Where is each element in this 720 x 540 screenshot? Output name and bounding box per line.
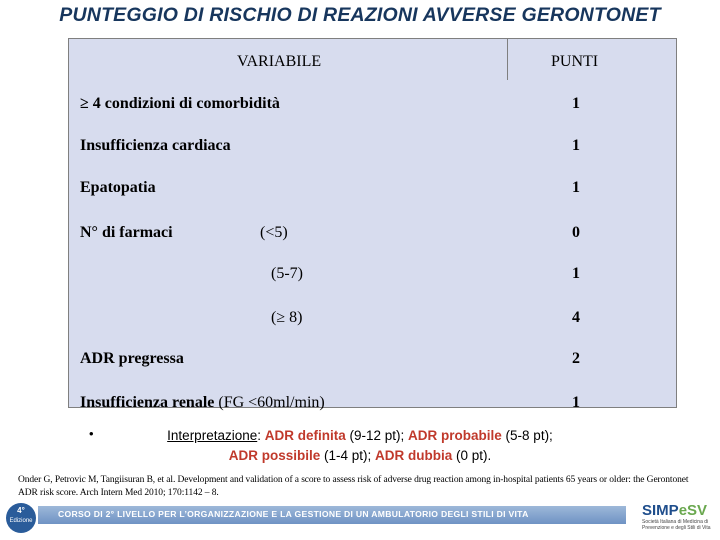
logo-name-part-1: SIMP: [642, 502, 679, 519]
adr-possible: ADR possibile: [228, 448, 321, 463]
row-label-previous-adr: ADR pregressa: [80, 350, 184, 367]
header-divider: [507, 39, 508, 80]
footer: [0, 500, 720, 540]
renal-failure-label: Insufficienza renale: [80, 394, 215, 411]
edition-badge: [6, 503, 36, 533]
row-label-liver-disease: Epatopatia: [80, 179, 156, 196]
adr-probable-range: (5-8 pt);: [501, 428, 553, 443]
interpretation-line-1: [0, 426, 720, 446]
interpretation-bullet: •: [89, 426, 94, 441]
row-sub-drugs-8-plus: (≥ 8): [271, 309, 303, 326]
row-label-drug-count: N° di farmaci: [80, 224, 173, 241]
renal-failure-detail: (FG <60ml/min): [214, 394, 325, 411]
adr-doubtful-range: (0 pt).: [452, 448, 492, 463]
adr-doubtful: ADR dubbia: [375, 448, 453, 463]
adr-possible-range: (1-4 pt);: [320, 448, 375, 463]
row-label-comorbidity: ≥ 4 condizioni di comorbidità: [80, 95, 280, 112]
row-sub-drugs-under-5: (<5): [260, 224, 288, 241]
edition-label: Edizione: [9, 518, 33, 524]
row-points-drugs-5-7: 1: [572, 265, 580, 282]
row-points-drugs-8-plus: 4: [572, 309, 580, 326]
simpesv-logo: [642, 502, 716, 538]
row-points-liver-disease: 1: [572, 179, 580, 196]
adr-definite-range: (9-12 pt);: [345, 428, 409, 443]
row-label-heart-failure: Insufficienza cardiaca: [80, 137, 231, 154]
course-title: CORSO DI 2° LIVELLO PER L’ORGANIZZAZIONE E LA GESTIONE DI UN AMBULATORIO DEGLI STILI DI VITA: [58, 509, 529, 519]
edition-number: 4°: [17, 506, 25, 515]
logo-name-part-2: eSV: [678, 502, 708, 519]
logo-subtitle: Società Italiana di Medicina di Prevenzione e degli Stili di Vita: [642, 519, 711, 531]
interpretation-colon: :: [257, 428, 265, 443]
adr-probable: ADR probabile: [408, 428, 502, 443]
row-points-renal-failure: 1: [572, 394, 580, 411]
course-banner: [38, 506, 626, 524]
logo-name: [642, 502, 716, 519]
header-points: PUNTI: [551, 53, 599, 70]
interpretation-text: [0, 426, 720, 466]
row-points-drugs-under-5: 0: [572, 224, 580, 241]
row-points-comorbidity: 1: [572, 95, 580, 112]
row-label-renal-failure: [80, 394, 325, 412]
bibliographic-reference: Onder G, Petrovic M, Tangiisuran B, et al. Development and validation of a score to assess risk of adverse drug reaction among in-hospital patients 65 years or older: the Gerontonet ADR risk score. Arch Intern Med 2010; 170:1142 – 8.: [18, 475, 689, 498]
row-sub-drugs-5-7: (5-7): [271, 265, 303, 282]
risk-score-table: [68, 38, 677, 411]
row-points-previous-adr: 2: [572, 350, 580, 367]
row-points-heart-failure: 1: [572, 137, 580, 154]
adr-definite: ADR definita: [264, 428, 346, 443]
interpretation-lead: Interpretazione: [167, 428, 258, 443]
slide-title: PUNTEGGIO DI RISCHIO DI REAZIONI AVVERSE GERONTONET: [59, 4, 661, 26]
interpretation-line-2: [0, 446, 720, 466]
header-variable: VARIABILE: [237, 53, 322, 70]
